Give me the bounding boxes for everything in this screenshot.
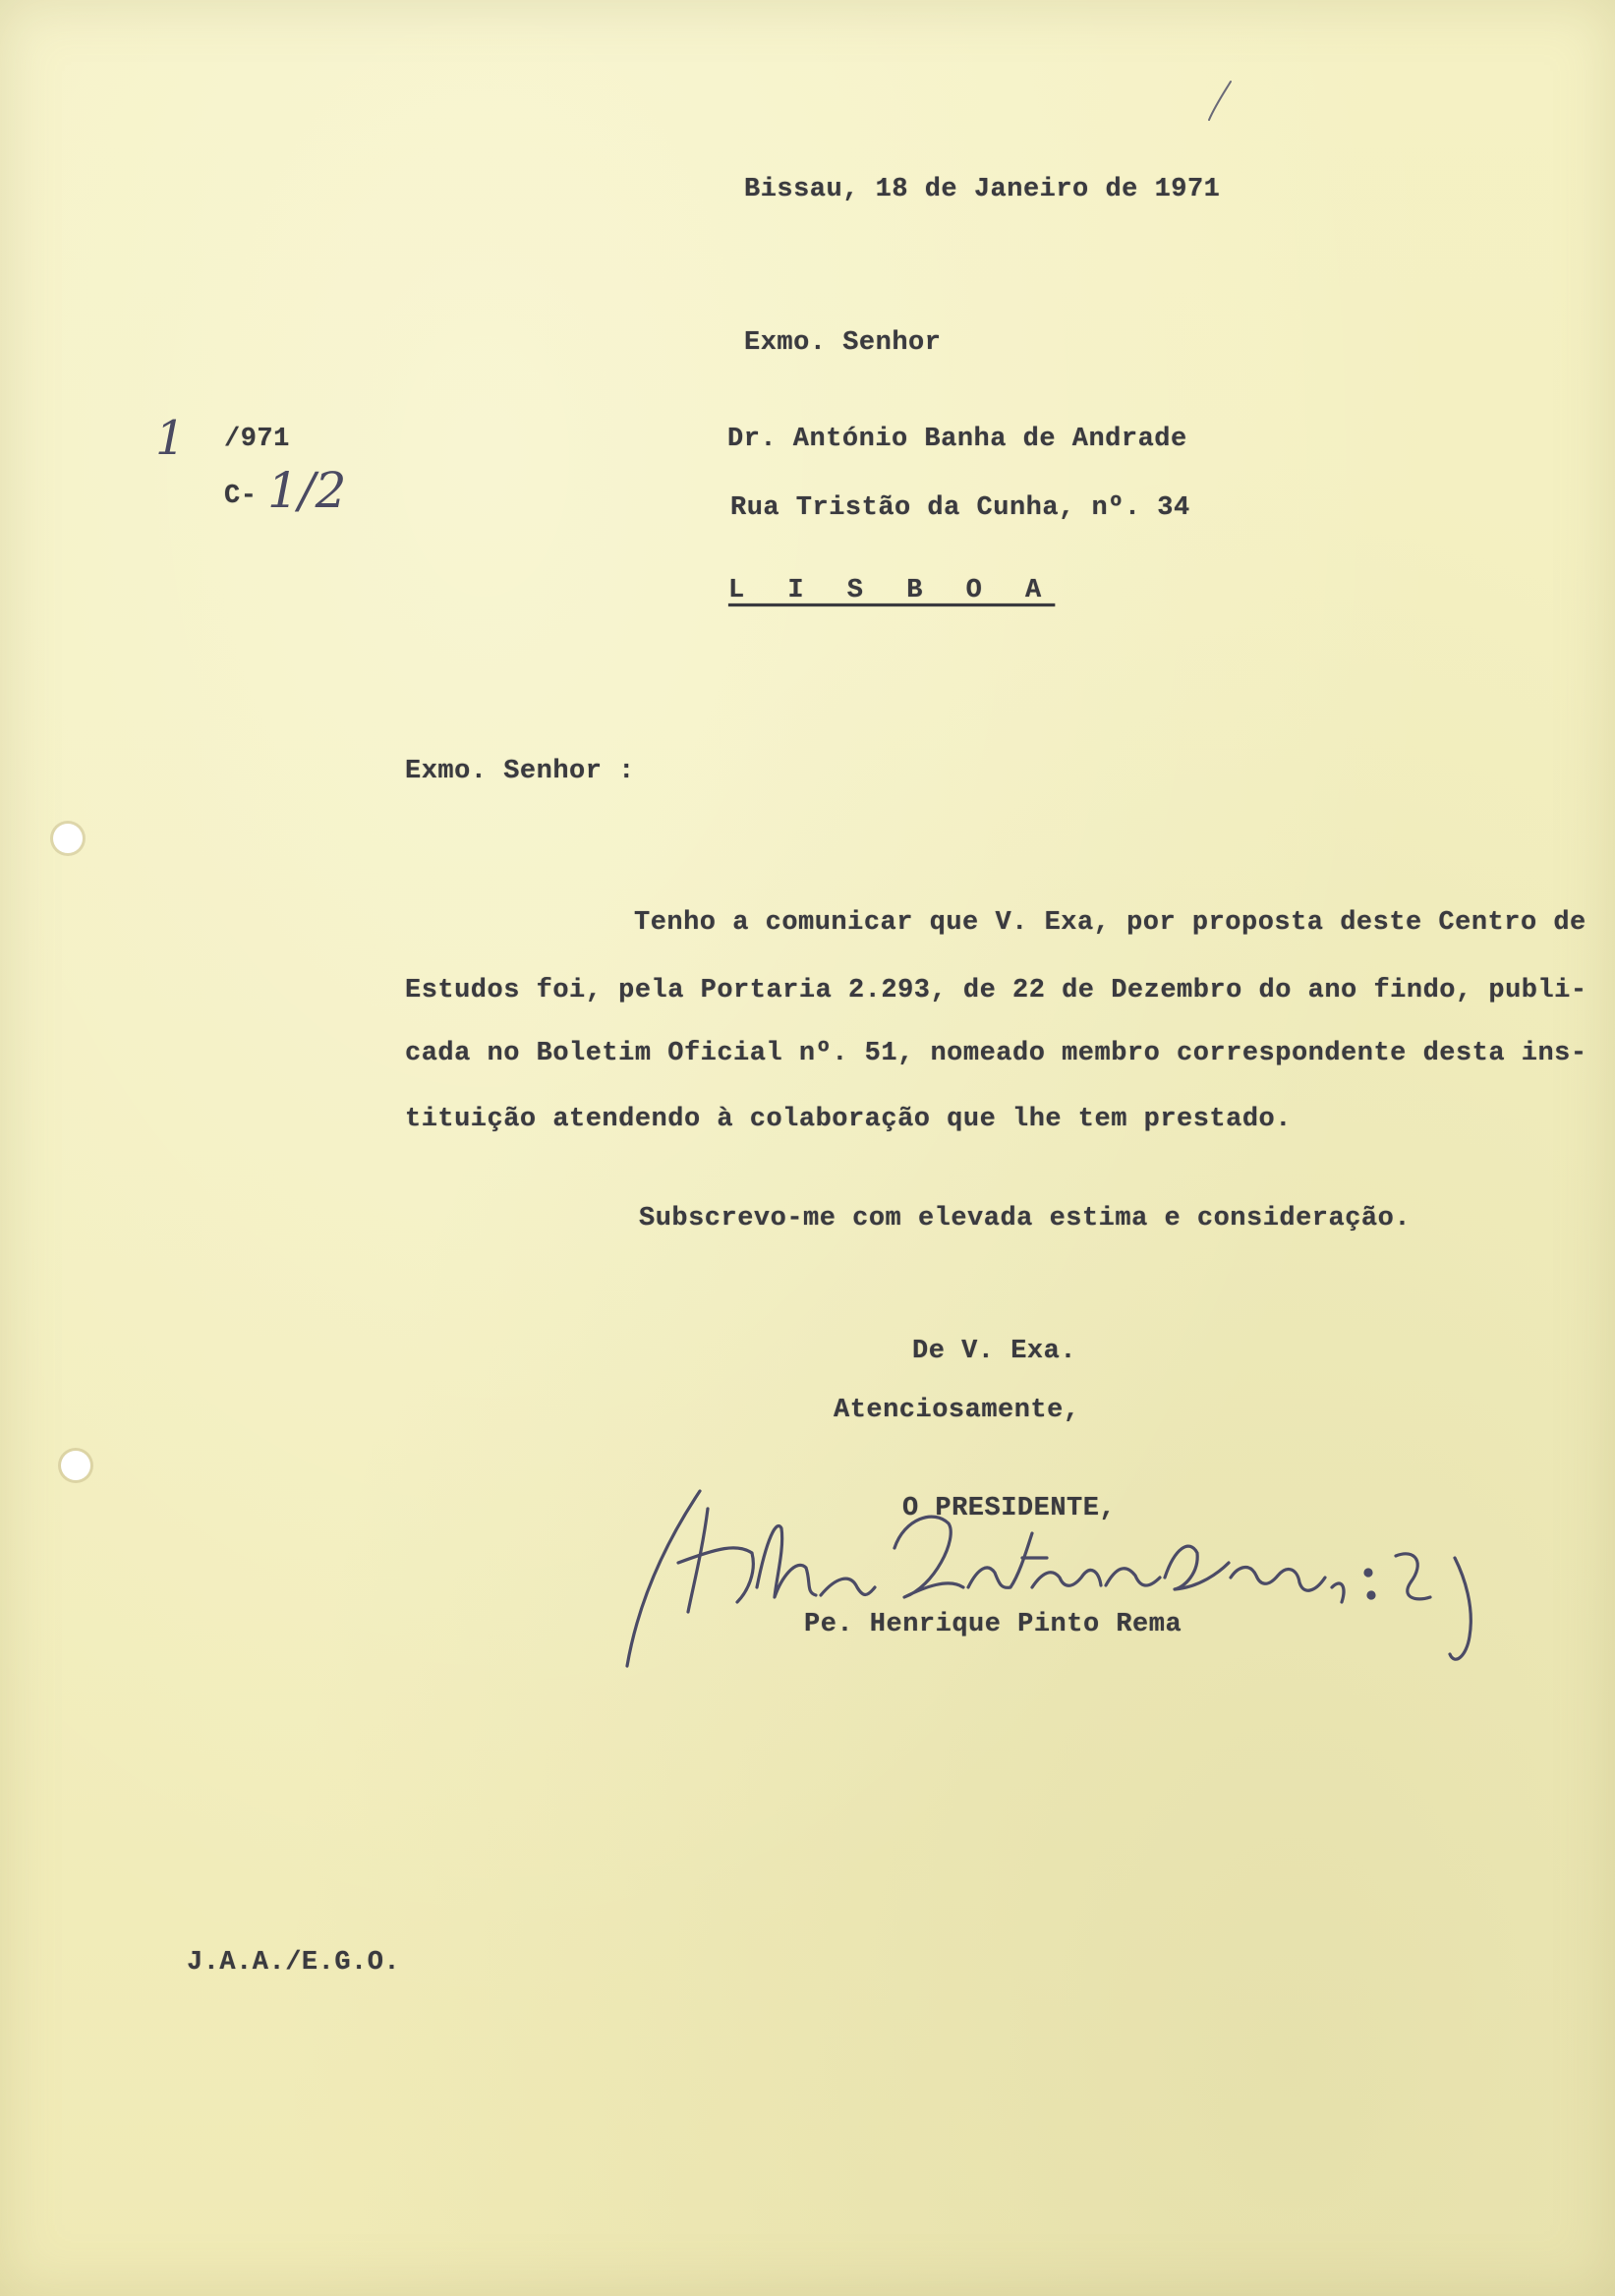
punch-hole-top (53, 824, 83, 853)
body-line-2: Estudos foi, pela Portaria 2.293, de 22 de Dezembro do ano findo, publi- (405, 976, 1587, 1005)
greeting: Exmo. Senhor : (405, 757, 635, 786)
signatory-name: Pe. Henrique Pinto Rema (804, 1610, 1182, 1639)
signature-title: O PRESIDENTE, (902, 1494, 1117, 1523)
handwritten-signature (609, 1479, 1494, 1695)
body-line-1: Tenho a comunicar que V. Exa, por proposta deste Centro de (634, 908, 1586, 938)
recipient-name: Dr. António Banha de Andrade (727, 425, 1187, 454)
recipient-salutation: Exmo. Senhor (744, 328, 942, 358)
body-line-4: tituição atendendo à colaboração que lhe tem prestado. (405, 1105, 1292, 1134)
ref-number: /971 (224, 425, 290, 454)
closing-de-v-exa: De V. Exa. (912, 1337, 1077, 1366)
recipient-city: L I S B O A (728, 576, 1056, 605)
handwritten-ref-fraction: 1/2 (267, 462, 347, 519)
place-date: Bissau, 18 de Janeiro de 1971 (744, 175, 1221, 204)
recipient-street: Rua Tristão da Cunha, nº. 34 (730, 493, 1190, 523)
ref-prefix: C- (224, 482, 258, 511)
typist-initials: J.A.A./E.G.O. (187, 1948, 401, 1978)
punch-hole-bottom (61, 1451, 90, 1480)
body-line-3: cada no Boletim Oficial nº. 51, nomeado membro correspondente desta ins- (405, 1039, 1587, 1068)
closing-atenciosamente: Atenciosamente, (834, 1396, 1080, 1425)
pencil-mark (1201, 77, 1240, 126)
handwritten-ref-number: 1 (155, 411, 186, 466)
closing-line: Subscrevo-me com elevada estima e consideração. (639, 1204, 1412, 1234)
